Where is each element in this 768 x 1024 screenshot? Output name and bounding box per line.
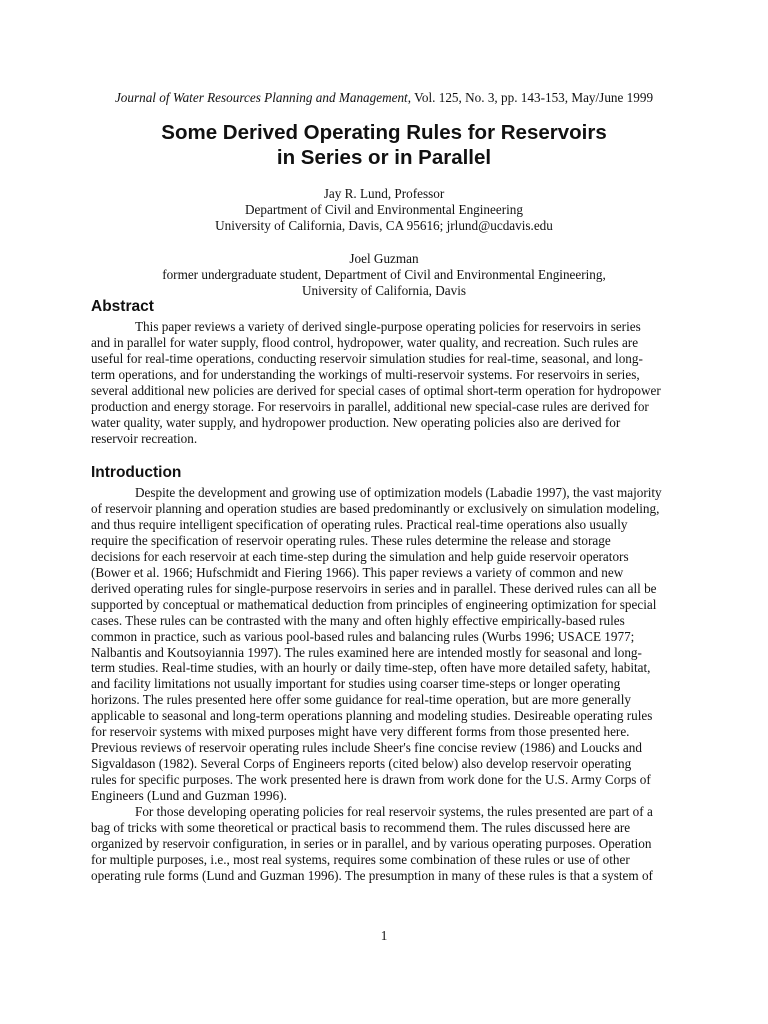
author-block-2 [60,251,708,299]
text-line: several additional new policies are derived for special cases of optimal short-term operation for hydropower [91,382,661,398]
text-line: and in parallel for water supply, flood control, hydropower, water quality, and recreation. Such rules are [91,334,639,350]
author-block-1 [60,186,708,234]
title-line-2: in Series or in Parallel [276,146,492,169]
citation-details: , Vol. 125, No. 3, pp. 143-153, May/June 1999 [407,90,654,105]
text-line: useful for real-time operations, conducting reservoir simulation studies for real-time, seasonal, and long- [91,350,643,366]
text-line: for multiple purposes, i.e., most real systems, requires some combination of these rules or use of other [91,851,630,867]
author-department: Department of Civil and Environmental Engineering [245,202,523,217]
author-name: Jay R. Lund, Professor [323,186,445,201]
text-line: applicable to seasonal and long-term operations planning and modeling studies. Desireable operating rules [91,708,653,724]
text-line: common in practice, such as various pool-based rules and balancing rules (Wurbs 1996; USACE 1977; [91,628,635,644]
title-line-1: Some Derived Operating Rules for Reservoirs [161,121,607,144]
text-line: cases. These rules can be contrasted with the many and often highly effective empirically-based rules [91,612,625,628]
text-line: for reservoir systems with mixed purposes might have very different forms from those presented here. [91,724,630,740]
text-line: horizons. The rules presented here offer some guidance for real-time operation, but are more generally [91,692,631,708]
text-line: term operations, and for understanding the workings of multi-reservoir systems. For reservoirs in series, [91,366,640,382]
author-affiliation: University of California, Davis, CA 95616; jrlund@ucdavis.edu [215,218,553,233]
text-line: Previous reviews of reservoir operating rules include Sheer's fine concise review (1986) and Loucks and [91,740,642,756]
text-line: decisions for each reservoir at each time-step during the simulation and help guide reservoir operators [91,548,629,564]
text-line: Nalbantis and Koutsoyiannia 1997). The rules examined here are intended mostly for seasonal and long- [91,644,642,660]
text-line: production and energy storage. For reservoirs in parallel, additional new special-case rules are derived for [91,398,649,414]
journal-citation [0,90,768,106]
text-line: Despite the development and growing use of optimization models (Labadie 1997), the vast majority [135,485,662,500]
text-line: For those developing operating policies for real reservoir systems, the rules presented are part of a [135,804,653,820]
introduction-heading: Introduction [91,464,182,481]
text-line: require the specification of reservoir operating rules. These rules determine the release and storage [91,532,611,548]
text-line: rules for specific purposes. The work presented here is drawn from work done for the U.S. Army Corps of [91,772,651,788]
text-line: term studies. Real-time studies, with an hourly or daily time-step, often have more detailed safety, habitat, [91,660,651,676]
text-line: bag of tricks with some theoretical or practical basis to recommend them. The rules discussed here are [91,820,631,836]
text-line: supported by conceptual or mathematical deduction from principles of engineering optimization for special [91,596,657,612]
text-line: water quality, water supply, and hydropower production. New operating policies also are derived for [91,414,621,430]
text-line: Sigvaldason (1982). Several Corps of Engineers reports (cited below) also develop reservoir operating [91,756,632,772]
author-affiliation: University of California, Davis [301,283,467,298]
text-line: This paper reviews a variety of derived single-purpose operating policies for reservoirs in series [135,319,641,334]
text-line: organized by reservoir configuration, in series or in parallel, and by various operating purposes. Operation [91,835,652,851]
text-line: reservoir recreation. [91,430,198,446]
page-number: 1 [380,928,388,943]
text-line: (Bower et al. 1966; Hufschmidt and Fiering 1966). This paper reviews a variety of common and new [91,564,624,580]
journal-name: Journal of Water Resources Planning and Management [114,90,408,105]
author-role: former undergraduate student, Department of Civil and Environmental Engineering, [162,267,606,282]
text-line: and facility limitations not usually important for studies using coarser time-steps or longer operating [91,676,621,692]
author-name: Joel Guzman [349,251,419,266]
introduction-body [91,485,681,884]
text-line: derived operating rules for single-purpose reservoirs in series and in parallel. These derived rules can all be [91,580,657,596]
abstract-body [91,319,681,447]
text-line: Engineers (Lund and Guzman 1996). [91,788,287,804]
abstract-heading: Abstract [91,298,154,315]
text-line: of reservoir planning and operation studies are based predominantly or exclusively on simulation modeling, [91,500,660,516]
text-line: operating rule forms (Lund and Guzman 1996). The presumption in many of these rules is that a system of [91,867,653,883]
paper-title [60,120,708,170]
text-line: and thus require intelligent specification of operating rules. Practical real-time operations also usually [91,516,628,532]
